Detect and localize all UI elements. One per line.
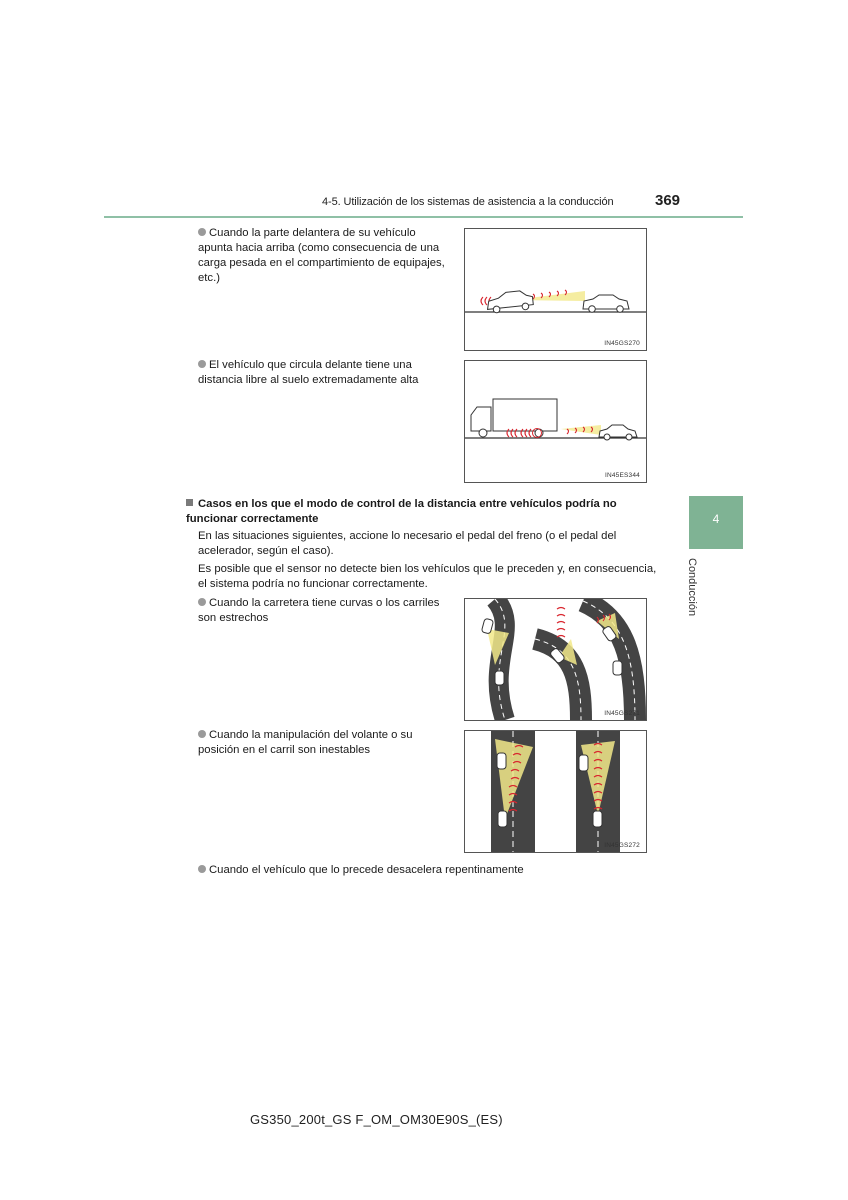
bullet-dot-icon xyxy=(198,730,206,738)
figure-curves xyxy=(464,598,647,721)
bullet-dot-icon xyxy=(198,598,206,606)
section-heading xyxy=(186,497,656,527)
figure-code: IN45GS271 xyxy=(604,710,640,717)
section-paragraph-1: En las situaciones siguientes, accione lo necesario el pedal del freno (o el pedal del acelerador, según el caso). xyxy=(198,530,617,557)
figure-nose-up xyxy=(464,228,647,351)
bullet-text: Cuando el vehículo que lo precede desacelera repentinamente xyxy=(209,864,524,876)
bullet-dot-icon xyxy=(198,228,206,236)
section-title: 4-5. Utilización de los sistemas de asistencia a la conducción xyxy=(322,196,614,208)
bullet-item-4 xyxy=(198,728,452,758)
bullet-item-2 xyxy=(198,358,452,388)
figure-unstable-steering xyxy=(464,730,647,853)
bullet-text: El vehículo que circula delante tiene una distancia libre al suelo extremadamente alta xyxy=(198,359,419,386)
bullet-item-5 xyxy=(198,863,598,878)
section-paragraph-2: Es posible que el sensor no detecte bien los vehículos que le preceden y, en consecuencia, el sistema podría no funcionar correctamente. xyxy=(198,563,657,590)
bullet-item-1 xyxy=(198,226,452,286)
page-number: 369 xyxy=(655,192,681,209)
section-heading-text: Casos en los que el modo de control de la distancia entre vehículos podría no funcionar correctamente xyxy=(186,498,617,525)
chapter-tab[interactable] xyxy=(689,496,743,549)
unstable-steering-illustration xyxy=(465,731,646,852)
square-bullet-icon xyxy=(186,499,193,506)
bullet-text: Cuando la manipulación del volante o su posición en el carril son inestables xyxy=(198,729,413,756)
truck-ahead-illustration xyxy=(465,361,646,482)
bullet-text: Cuando la carretera tiene curvas o los carriles son estrechos xyxy=(198,597,440,624)
document-code: GS350_200t_GS F_OM_OM30E90S_(ES) xyxy=(250,1112,503,1127)
bullet-text: Cuando la parte delantera de su vehículo apunta hacia arriba (como consecuencia de una carga pesada en el compartimiento de equipajes, etc.) xyxy=(198,227,445,284)
car-nose-up-illustration xyxy=(465,229,646,350)
chapter-number: 4 xyxy=(712,512,720,526)
figure-code: IN45GS272 xyxy=(604,842,640,849)
header-divider xyxy=(104,216,743,218)
bullet-item-3 xyxy=(198,596,452,626)
chapter-label xyxy=(686,558,716,628)
chapter-label-text: Conducción xyxy=(686,558,698,617)
figure-code: IN45GS270 xyxy=(604,340,640,347)
bullet-dot-icon xyxy=(198,865,206,873)
figure-code: IN45ES344 xyxy=(604,472,640,479)
figure-truck-ahead xyxy=(464,360,647,483)
curved-road-illustration xyxy=(465,599,646,720)
bullet-dot-icon xyxy=(198,360,206,368)
